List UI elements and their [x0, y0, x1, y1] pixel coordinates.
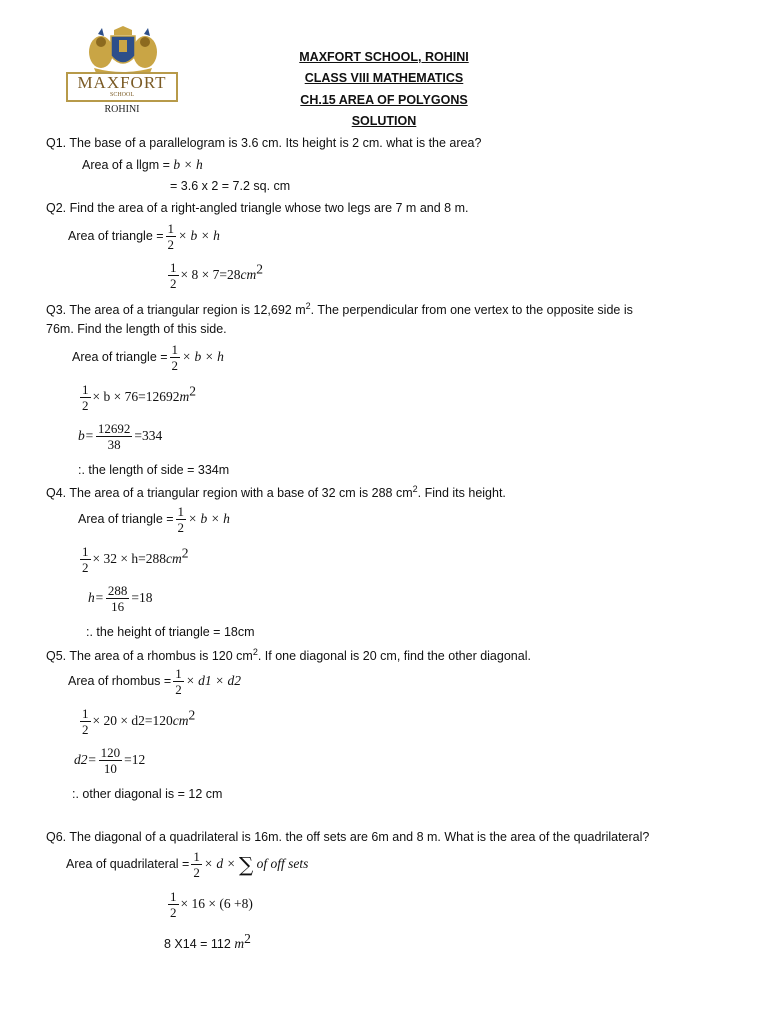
- q2-step2-expr: × 8 × 7=28: [180, 266, 241, 282]
- logo-sub: SCHOOL: [109, 92, 134, 98]
- q6-step2-fraction: $\frac{1}{2}$: [170, 889, 177, 920]
- q3-step2: $\frac{1}{2}$ × $b \times 76=12692m^2$: [82, 382, 196, 413]
- q2-unit: cm: [240, 266, 257, 282]
- q4-step1: Area of triangle = $\frac{1}{2}$ × b × h: [78, 504, 230, 535]
- q3-question-cont: 76m. Find the length of this side.: [46, 322, 227, 336]
- q5-step2-fraction: $\frac{1}{2}$: [82, 706, 89, 737]
- q3-step2-fraction: $\frac{1}{2}$: [82, 382, 89, 413]
- sigma-icon: ∑: [238, 852, 254, 877]
- q5-step3: d2= $\frac{120}{10}$ =12: [74, 745, 146, 776]
- q2-step2-fraction: $\frac{1}{2}$: [170, 260, 177, 291]
- q2-step2: [166, 260, 263, 291]
- logo-place: ROHINI: [104, 104, 140, 115]
- q4-step3-fraction: $\frac{288}{16}$: [107, 583, 128, 614]
- q1-step1-expr: b × h: [173, 157, 203, 172]
- q5-step2: $\frac{1}{2}$ × $20 \times d2=120cm^2$: [82, 706, 196, 737]
- q2-step1: [68, 221, 220, 252]
- q5-step3-fraction: $\frac{120}{10}$: [100, 745, 121, 776]
- q3-step1: Area of triangle = $\frac{1}{2}$ × b × h: [72, 342, 224, 373]
- q4-half-fraction: $\frac{1}{2}$: [177, 504, 185, 535]
- q2-question: Q2. Find the area of a right-angled triangle whose two legs are 7 m and 8 m.: [46, 201, 469, 215]
- heading-class: CLASS VIII MATHEMATICS: [304, 71, 464, 85]
- q5-half-fraction: $\frac{1}{2}$: [175, 666, 182, 697]
- q1-step2: = 3.6 x 2 = 7.2 sq. cm: [170, 179, 291, 193]
- heading-solution: SOLUTION: [351, 114, 417, 128]
- q4-step2-fraction: $\frac{1}{2}$: [82, 544, 89, 575]
- q3-step3: b= $\frac{12692}{38}$ =334: [78, 421, 163, 452]
- q5-conclusion: :. other diagonal is = 12 cm: [72, 787, 223, 801]
- q1-question: Q1. The base of a parallelogram is 3.6 cm. Its height is 2 cm. what is the area?: [46, 136, 482, 150]
- logo-name: MAXFORT: [77, 73, 167, 92]
- q2-half-fraction: $\frac{1}{2}$: [167, 221, 175, 252]
- q6-step2: $\frac{1}{2}$ × 16 × (6 +8): [170, 889, 253, 920]
- q6-half-fraction: $\frac{1}{2}$: [193, 849, 200, 880]
- q3-half-fraction: $\frac{1}{2}$: [171, 342, 179, 373]
- q3-step3-fraction: $\frac{12692}{38}$: [97, 421, 131, 452]
- q3-question: Q3. The area of a triangular region is 12,692 $m^2$. The perpendicular from one vertex to the opposite side is: [46, 301, 633, 318]
- q2-step1-expr: × b × h: [178, 227, 220, 243]
- q3-conclusion: :. the length of side = 334m: [78, 463, 230, 477]
- q4-question: Q4. The area of a triangular region with a base of 32 cm is 288 $cm^2$. Find its height.: [46, 484, 506, 501]
- q2-unit-pow: 2: [256, 261, 263, 277]
- q1-step1: [82, 157, 203, 173]
- q4-conclusion: :. the height of triangle = 18cm: [86, 625, 255, 639]
- heading-school: MAXFORT SCHOOL, ROHINI: [299, 50, 469, 64]
- q6-step1: Area of quadrilateral = $\frac{1}{2}$ × d × ∑ of off sets: [66, 849, 309, 880]
- q6-step3: 8 X14 = 112 $m^2$: [164, 931, 251, 952]
- q2-step1-label: Area of triangle =: [68, 228, 164, 243]
- heading-chapter: CH.15 AREA OF POLYGONS: [300, 93, 468, 107]
- q4-step3: h= $\frac{288}{16}$ =18: [88, 583, 153, 614]
- q6-question: Q6. The diagonal of a quadrilateral is 16m. the off sets are 6m and 8 m. What is the area of the quadrilateral?: [46, 830, 650, 844]
- q5-question: Q5. The area of a rhombus is 120 $cm^2$. If one diagonal is 20 cm, find the other diagonal.: [46, 647, 531, 664]
- q4-step2: $\frac{1}{2}$ × $32 \times h=288cm^2$: [82, 544, 189, 575]
- q1-step1-label: Area of a llgm =: [82, 158, 174, 172]
- q5-step1: Area of rhombus = $\frac{1}{2}$ × d1 × d2: [68, 666, 242, 697]
